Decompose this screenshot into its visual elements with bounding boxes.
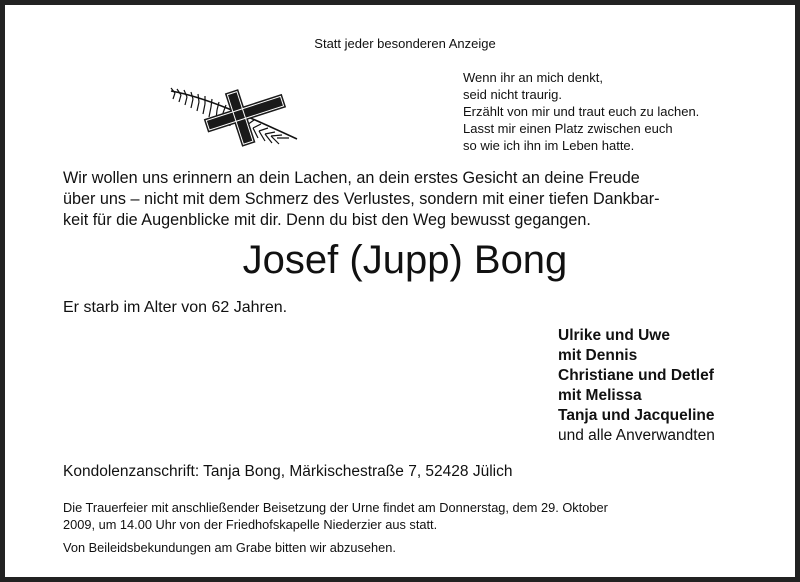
cross-and-palm-frond-icon xyxy=(165,87,305,147)
condolence-address: Kondolenzanschrift: Tanja Bong, Märkischestraße 7, 52428 Jülich xyxy=(63,463,513,480)
poem-line: Wenn ihr an mich denkt, xyxy=(463,70,603,85)
family-member: Tanja und Jacqueline xyxy=(558,407,715,424)
family-member: und alle Anverwandten xyxy=(558,427,715,444)
intro-line: Wir wollen uns erinnern an dein Lachen, an dein erstes Gesicht an deine Freude xyxy=(63,169,640,187)
poem-line: so wie ich ihn im Leben hatte. xyxy=(463,138,635,153)
poem-line: Erzählt von mir und traut euch zu lachen. xyxy=(463,104,700,119)
family-member: Ulrike und Uwe xyxy=(558,327,670,344)
footer-line: 2009, um 14.00 Uhr von der Friedhofskapelle Niederzier aus statt. xyxy=(63,517,438,532)
footer-line: Von Beileidsbekundungen am Grabe bitten wir abzusehen. xyxy=(63,540,396,555)
footer-notice xyxy=(63,499,753,556)
intro-line: keit für die Augenblicke mit dir. Denn du bist den Weg bewusst gegangen. xyxy=(63,211,591,229)
age-line: Er starb im Alter von 62 Jahren. xyxy=(63,299,288,316)
family-member: mit Melissa xyxy=(558,387,642,404)
family-member: mit Dennis xyxy=(558,347,638,364)
family-member: Christiane und Detlef xyxy=(558,367,714,384)
family-signatures xyxy=(558,326,715,446)
notice-header: Statt jeder besonderen Anzeige xyxy=(314,36,496,51)
poem-line: seid nicht traurig. xyxy=(463,87,562,102)
intro-text xyxy=(63,168,747,231)
intro-line: über uns – nicht mit dem Schmerz des Verlustes, sondern mit einer tiefen Dankbar- xyxy=(63,190,660,208)
deceased-name: Josef (Jupp) Bong xyxy=(242,238,568,282)
footer-line: Die Trauerfeier mit anschließender Beisetzung der Urne findet am Donnerstag, dem 29. Oktober xyxy=(63,500,608,515)
poem-line: Lasst mir einen Platz zwischen euch xyxy=(463,121,673,136)
poem xyxy=(463,69,699,154)
